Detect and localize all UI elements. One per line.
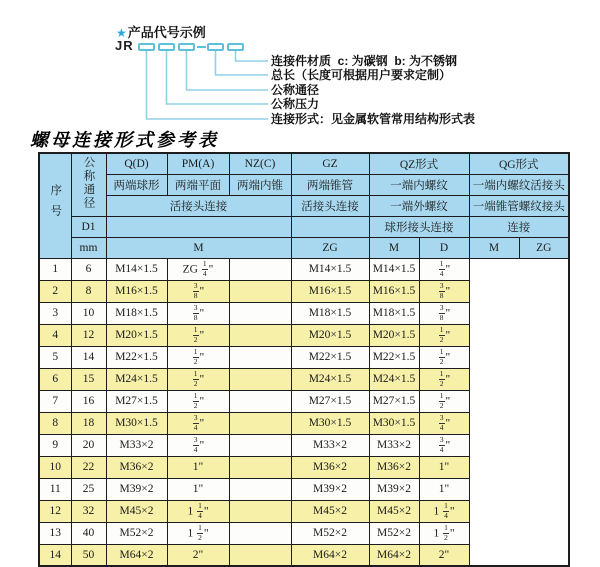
header-nominal-diameter: 公称通径: [71, 153, 106, 216]
cell-qz-d: M27×1.5: [291, 390, 369, 412]
cell-dn: 6: [71, 258, 106, 280]
cell-qz-m: [229, 478, 291, 500]
cell-qg-m: M52×2: [369, 522, 419, 544]
cell-qz-d: M14×1.5: [291, 258, 369, 280]
cell-qz-d: M39×2: [291, 478, 369, 500]
cell-serial: 11: [39, 478, 71, 500]
table-row: [39, 368, 569, 390]
cell-serial: 12: [39, 500, 71, 522]
cell-serial: 14: [39, 544, 71, 566]
table-row: [39, 544, 569, 566]
header-desc-qz: 一端内螺纹: [369, 174, 469, 195]
cell-qg-m: M36×2: [369, 456, 419, 478]
table-row: [39, 456, 569, 478]
cell-dn: 10: [71, 302, 106, 324]
header-serial: 序号: [39, 153, 71, 258]
cell-qg-zg: 1": [419, 456, 469, 478]
cell-m: M45×2: [106, 500, 167, 522]
diagram-label-diameter: 公称通径: [271, 83, 320, 97]
cell-serial: 10: [39, 456, 71, 478]
cell-qg-m: M24×1.5: [369, 368, 419, 390]
code-box-3: [178, 43, 195, 51]
header-d1: D1: [71, 216, 106, 237]
nut-connection-reference-table: [38, 152, 570, 567]
cell-qg-zg: $\frac{3}{8}$ ": [419, 280, 469, 302]
cell-dn: 25: [71, 478, 106, 500]
code-dash: [197, 46, 206, 48]
cell-qz-d: M52×2: [291, 522, 369, 544]
cell-m: M27×1.5: [106, 390, 167, 412]
cell-qz-d: M20×1.5: [291, 324, 369, 346]
header-m-qg: M: [469, 237, 519, 258]
table-row: [39, 280, 569, 302]
cell-qg-zg: 1 $\frac{1}{2}$ ": [419, 522, 469, 544]
cell-qg-m: M20×1.5: [369, 324, 419, 346]
cell-serial: 13: [39, 522, 71, 544]
code-box-4: [207, 43, 224, 51]
cell-qg-zg: $\frac{3}{8}$ ": [419, 302, 469, 324]
cell-qg-m: M22×1.5: [369, 346, 419, 368]
product-code-heading-text: 产品代号示例: [127, 25, 206, 40]
header-m-span: M: [106, 237, 291, 258]
code-box-2: [158, 43, 175, 51]
diagram-label-material: 连接件材质 c: 为碳钢 b: 为不锈钢: [271, 54, 458, 68]
cell-dn: 15: [71, 368, 106, 390]
cell-serial: 9: [39, 434, 71, 456]
header-form-gz: GZ: [291, 153, 369, 174]
cell-qz-m: [229, 456, 291, 478]
cell-qz-d: M33×2: [291, 434, 369, 456]
cell-m: M14×1.5: [106, 258, 167, 280]
cell-gz-zg: 1 $\frac{1}{4}$ ": [167, 500, 229, 522]
cell-m: M30×1.5: [106, 412, 167, 434]
header-desc-nzc: 两端内锥: [229, 174, 291, 195]
cell-dn: 8: [71, 280, 106, 302]
cell-qz-m: [229, 390, 291, 412]
cell-qg-m: M39×2: [369, 478, 419, 500]
cell-gz-zg: $\frac{3}{4}$ ": [167, 412, 229, 434]
table-row: [39, 500, 569, 522]
cell-dn: 40: [71, 522, 106, 544]
header-ball-joint: 球形接头连接: [369, 216, 469, 237]
cell-qg-m: M33×2: [369, 434, 419, 456]
cell-dn: 50: [71, 544, 106, 566]
cell-m: M22×1.5: [106, 346, 167, 368]
cell-qz-d: M30×1.5: [291, 412, 369, 434]
header-form-nzc: NZ(C): [229, 153, 291, 174]
header-desc-pma: 两端平面: [167, 174, 229, 195]
header-form-qg: QG形式: [469, 153, 569, 174]
cell-dn: 20: [71, 434, 106, 456]
cell-serial: 7: [39, 390, 71, 412]
header-joint-gz: 活接头连接: [291, 195, 369, 216]
cell-qz-m: [229, 258, 291, 280]
header-form-pma: PM(A): [167, 153, 229, 174]
cell-gz-zg: $\frac{3}{8}$ ": [167, 280, 229, 302]
cell-qg-zg: $\frac{1}{2}$ ": [419, 324, 469, 346]
cell-qg-m: M27×1.5: [369, 390, 419, 412]
header-zg-qg: ZG: [519, 237, 569, 258]
cell-qz-m: [229, 522, 291, 544]
cell-gz-zg: $\frac{3}{4}$ ": [167, 434, 229, 456]
cell-m: M33×2: [106, 434, 167, 456]
cell-dn: 18: [71, 412, 106, 434]
cell-qz-d: M18×1.5: [291, 302, 369, 324]
table-row: [39, 412, 569, 434]
cell-serial: 8: [39, 412, 71, 434]
cell-dn: 14: [71, 346, 106, 368]
cell-gz-zg: 1": [167, 478, 229, 500]
cell-qg-zg: $\frac{1}{2}$ ": [419, 390, 469, 412]
cell-qg-m: M14×1.5: [369, 258, 419, 280]
cell-gz-zg: $\frac{1}{2}$ ": [167, 346, 229, 368]
diagram-label-form: 连接形式：见金属软管常用结构形式表: [271, 112, 476, 126]
header-empty-left: [106, 216, 291, 237]
cell-m: M64×2: [106, 544, 167, 566]
header-form-qz: QZ形式: [369, 153, 469, 174]
table-row: [39, 302, 569, 324]
header-joint-qz: 一端外螺纹: [369, 195, 469, 216]
table-row: [39, 522, 569, 544]
header-connect: 连接: [469, 216, 569, 237]
diagram-label-pressure: 公称压力: [271, 97, 320, 111]
cell-qz-d: M22×1.5: [291, 346, 369, 368]
cell-m: M18×1.5: [106, 302, 167, 324]
cell-m: M20×1.5: [106, 324, 167, 346]
cell-m: M24×1.5: [106, 368, 167, 390]
cell-gz-zg: $\frac{1}{2}$ ": [167, 368, 229, 390]
cell-serial: 1: [39, 258, 71, 280]
cell-qg-zg: 2": [419, 544, 469, 566]
cell-qz-m: [229, 280, 291, 302]
code-box-5: [227, 43, 244, 51]
cell-qg-zg: $\frac{1}{4}$ ": [419, 258, 469, 280]
cell-dn: 12: [71, 324, 106, 346]
header-empty-gz: [291, 216, 369, 237]
cell-gz-zg: $\frac{3}{8}$ ": [167, 302, 229, 324]
cell-gz-zg: 1": [167, 456, 229, 478]
cell-qg-m: M64×2: [369, 544, 419, 566]
header-joint-qg: 一端锥管螺纹接头: [469, 195, 569, 216]
cell-qg-zg: $\frac{1}{2}$ ": [419, 346, 469, 368]
cell-dn: 22: [71, 456, 106, 478]
cell-m: M52×2: [106, 522, 167, 544]
cell-qz-m: [229, 500, 291, 522]
cell-serial: 3: [39, 302, 71, 324]
cell-qg-zg: $\frac{3}{4}$ ": [419, 434, 469, 456]
cell-qz-d: M45×2: [291, 500, 369, 522]
cell-qg-zg: 1": [419, 478, 469, 500]
cell-dn: 16: [71, 390, 106, 412]
cell-qz-m: [229, 302, 291, 324]
header-form-qd: Q(D): [106, 153, 167, 174]
diagram-label-length: 总长（长度可根据用户要求定制）: [271, 68, 452, 82]
header-m-qz: M: [369, 237, 419, 258]
cell-qg-m: M18×1.5: [369, 302, 419, 324]
cell-qz-m: [229, 346, 291, 368]
cell-qz-m: [229, 434, 291, 456]
cell-gz-zg: 1 $\frac{1}{2}$ ": [167, 522, 229, 544]
cell-gz-zg: 2": [167, 544, 229, 566]
table-title: 螺母连接形式参考表: [30, 130, 219, 151]
header-joint-left: 活接头连接: [106, 195, 291, 216]
header-mm: mm: [71, 237, 106, 258]
cell-qg-zg: 1 $\frac{1}{4}$ ": [419, 500, 469, 522]
cell-m: M39×2: [106, 478, 167, 500]
header-desc-gz: 两端锥管: [291, 174, 369, 195]
table-row: [39, 258, 569, 280]
header-desc-qd: 两端球形: [106, 174, 167, 195]
cell-dn: 32: [71, 500, 106, 522]
cell-serial: 5: [39, 346, 71, 368]
cell-qz-m: [229, 324, 291, 346]
cell-qz-m: [229, 544, 291, 566]
cell-qz-d: M24×1.5: [291, 368, 369, 390]
cell-serial: 4: [39, 324, 71, 346]
header-d-qz: D: [419, 237, 469, 258]
header-zg-gz: ZG: [291, 237, 369, 258]
code-prefix: JR: [115, 38, 134, 53]
table-row: [39, 346, 569, 368]
cell-gz-zg: $\frac{1}{2}$ ": [167, 324, 229, 346]
cell-qg-zg: $\frac{3}{4}$ ": [419, 412, 469, 434]
table-row: [39, 478, 569, 500]
table-row: [39, 390, 569, 412]
table-row: [39, 324, 569, 346]
cell-gz-zg: $\frac{1}{2}$ ": [167, 390, 229, 412]
star-icon: ★: [116, 26, 127, 40]
cell-serial: 2: [39, 280, 71, 302]
cell-serial: 6: [39, 368, 71, 390]
cell-qg-zg: $\frac{1}{2}$ ": [419, 368, 469, 390]
cell-qz-d: M64×2: [291, 544, 369, 566]
cell-m: M36×2: [106, 456, 167, 478]
cell-qz-m: [229, 368, 291, 390]
cell-m: M16×1.5: [106, 280, 167, 302]
cell-qz-m: [229, 412, 291, 434]
cell-qz-d: M36×2: [291, 456, 369, 478]
header-desc-qg: 一端内螺纹活接头: [469, 174, 569, 195]
cell-qz-d: M16×1.5: [291, 280, 369, 302]
table-row: [39, 434, 569, 456]
cell-gz-zg: ZG $\frac{1}{4}$ ": [167, 258, 229, 280]
code-box-1: [138, 43, 155, 51]
cell-qg-m: M30×1.5: [369, 412, 419, 434]
cell-qg-m: M45×2: [369, 500, 419, 522]
cell-qg-m: M16×1.5: [369, 280, 419, 302]
